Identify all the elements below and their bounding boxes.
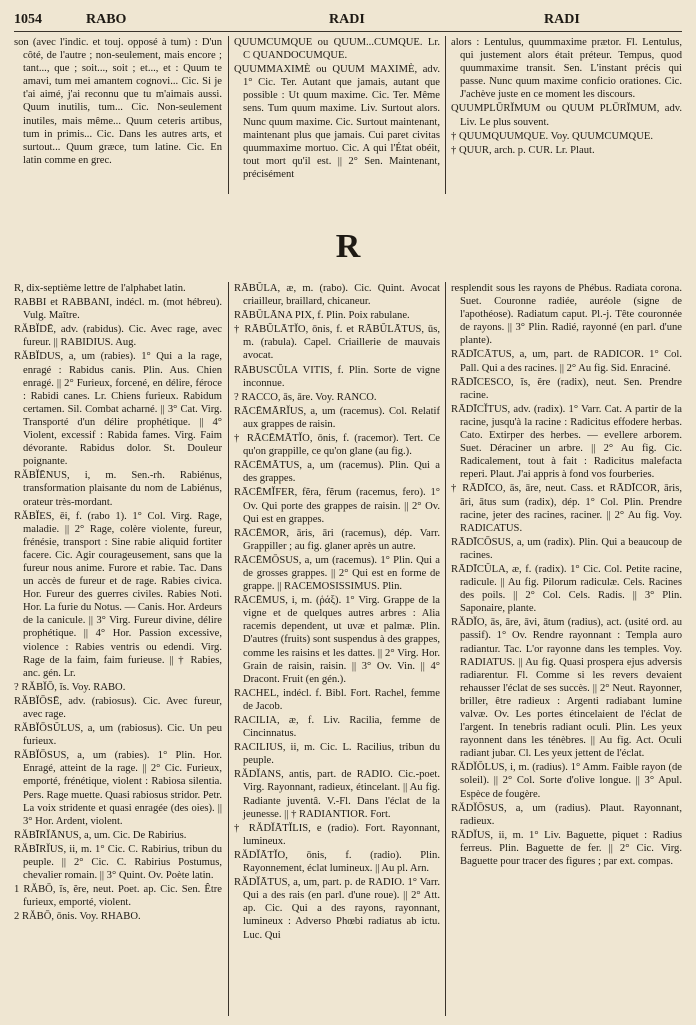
column-rule — [228, 282, 229, 1016]
dictionary-entry: alors : Lentulus, quummaxime prætor. Fl. Lentulus, qui justement alors était préteur. Tempus, quod quummaxime transit. Sen. L'instant précis qui passe. Nunc quum maxime conficio orationes. Cic. J'achève juste en ce moment les discours. — [451, 37, 682, 101]
dictionary-entry: RĂDĬUS, ii, m. 1° Liv. Baguette, piquet : Radius ferreus. Plin. Baguette de fer. || 2° Cic. Virg. Baguette pour tracer des figures ; par ext. compas. — [451, 829, 682, 868]
column-rule — [445, 36, 446, 194]
dictionary-entry: RĂDĬŎLUS, i, m. (radius). 1° Amm. Faible rayon (de soleil). || 2° Col. Sorte d'olive longue. || 3° Apul. Espèce de fougère. — [451, 762, 682, 800]
guide-word-left: RABO — [86, 12, 127, 27]
dictionary-entry: QUUMCUMQUE ou QUUM...CUMQUE. Lr. C QUANDOCUMQUE. — [234, 37, 440, 62]
guide-word-right: RADI — [544, 12, 580, 27]
dictionary-entry: † RĂDĬĀTĬLIS, e (radio). Fort. Rayonnant, lumineux. — [234, 822, 440, 847]
dictionary-entry: RĂBĪRĬĀNUS, a, um. Cic. De Rabirius. — [14, 829, 187, 841]
dictionary-entry: 2 RĂBŌ, ōnis. Voy. RHABO. — [14, 911, 141, 923]
dictionary-entry: resplendit sous les rayons de Phébus. Radiata corona. Suet. Couronne radiée, auréole (signe de l'apothéose). Radiatum caput. Pl.-j. Tête couronnée de rayons. || 3° Plin. Radié, rayonné (en parl. d'une plante). — [451, 283, 682, 347]
dictionary-entry: RĂDĬŌSUS, a, um (radius). Plaut. Rayonnant, radieux. — [451, 802, 682, 827]
dictionary-entry: RACILIA, æ, f. Liv. Racilia, femme de Cincinnatus. — [234, 715, 440, 740]
main-column-1 — [14, 282, 222, 1018]
dictionary-entry: RĀDĪCŬLA, æ, f. (radix). 1° Cic. Col. Petite racine, radicule. || Au fig. Pilorum radiculæ. Cels. Racines des poils. || 2° Col. Cels. Radis. || 3° Plin. Saponaire, plante. — [451, 563, 682, 615]
header-rule — [14, 31, 682, 32]
page-number: 1054 — [14, 12, 42, 27]
dictionary-entry: † QUUR, arch. p. CUR. Lr. Plaut. — [451, 144, 595, 156]
dictionary-entry: RĀBUSCŬLA VITIS, f. Plin. Sorte de vigne inconnue. — [234, 364, 440, 389]
dictionary-entry: RĂBĬŌSUS, a, um (rabies). 1° Plin. Hor. Enragé, atteint de la rage. || 2° Cic. Furieux, emporté, frénétique, violent : Rabiosa silentia. Pers. Rage muette. Quasi rabiosus stridor. Petr. La voix stridente et quasi enragée (des oies). || 3° Hor. Ardent, violent. — [14, 750, 222, 827]
running-header — [14, 12, 682, 32]
dictionary-entry: RĂDĬANS, antis, part. de RADIO. Cic.-poet. Virg. Rayonnant, radieux, étincelant. || Au fig. Radiante juventâ. V.-Fl. Dans l'éclat de la jeunesse. || † RADIANTIOR. Fort. — [234, 769, 440, 820]
dictionary-entry: 1 RĂBŌ, ĭs, ĕre, neut. Poet. ap. Cic. Sen. Être furieux, emporté, violent. — [14, 884, 222, 909]
dictionary-entry: RĀDĪCĀTUS, a, um, part. de RADICOR. 1° Col. Pall. Qui a des racines. || 2° Au fig. Sid. Enraciné. — [451, 349, 682, 374]
dictionary-entry: ? RACCO, ās, āre. Voy. RANCO. — [234, 391, 377, 403]
dictionary-entry: QUUMPLŪRĬMUM ou QUUM PLŪRĬMUM, adv. Liv. Le plus souvent. — [451, 103, 682, 128]
dictionary-entry: RĂDĬĀTUS, a, um, part. p. de RADIO. 1° Varr. Qui a des rais (en parl. d'une roue). || 2° Att. ap. Cic. Qui a des rayons, rayonnant, lumineux : Adverso Phœbi radiatus ab ictu. Luc. Qui — [234, 877, 440, 941]
dictionary-entry: ? RĂBĬŌ, ĭs. Voy. RABO. — [14, 681, 126, 693]
dictionary-entry: RĂBĬŌSĒ, adv. (rabiosus). Cic. Avec fureur, avec rage. — [14, 695, 222, 720]
dictionary-entry: RĂBĬES, ēi, f. (rabo 1). 1° Col. Virg. Rage, maladie. || 2° Rage, colère violente, fureur, frénésie, transport : Sine rabie aliquid fortiter facere. Cic. Agir courageusement, sans que la fureur nous anime. Furore et rabie. Tac. Dans un accès de fureur et de rage. Rabies civica. Hor. Fureur des guerres civiles. Rabies Noti. Hor. La furie du Notus. — Canis. Hor. Ardeurs de la canicule. || 3° Virg. Fureur divine, délire prophétique. || 4° Hor. Passion excessive, violence : Rabies ventris ou edendi. Virg. Rage de la faim, faim furieuse. || † Rabies, anc. gén. Lr. — [14, 510, 222, 679]
top-column-1 — [14, 36, 222, 196]
top-column-3 — [451, 36, 682, 196]
dictionary-entry: QUUMMAXIMÈ ou QUUM MAXIMÈ, adv. 1° Cic. Ter. Autant que jamais, autant que possible : Ut quum maxime. Cic. Ter. Même sens. Tum quum maxime. Liv. Surtout alors. Nunc quum maxime. Cic. Surtout maintenant, maintenant plus que jamais. Cui paret civitas quummaxime mortuo. Cic. A qui l'État obéit, tout mort qu'il est. || 2° Sen. Maintenant, précisément — [234, 64, 440, 180]
dictionary-entry: RĂBĪRĬUS, ii, m. 1° Cic. C. Rabirius, tribun du peuple. || 2° Cic. C. Rabirius Postumus, chevalier romain. || 3° Quint. Ov. Poète latin. — [14, 843, 222, 882]
dictionary-entry: RĀBŬLA, æ, m. (rabo). Cic. Quint. Avocat criailleur, braillard, chicaneur. — [234, 283, 440, 308]
dictionary-entry: RĂDĬĀTĬO, ōnis, f. (radio). Plin. Rayonnement, éclat lumineux. || Au pl. Arn. — [234, 849, 440, 875]
dictionary-entry: RĂDĬO, ās, āre, āvi, ātum (radius), act. (usité ord. au passif). 1° Ov. Rendre rayonnant : Templa auro radiantur. Tac. L'or rayonne dans les temples. Voy. RADIATUS. || Au fig. Quasi prospera ejus adversis radiarentur. Fl. Comme si les revers devaient rehausser l'éclat de ses succès. || 2° Neut. Rayonner, briller, être radieux : Argenti radiabant lumine valvæ. Ov. Les portes étincelaient de l'éclat de l'argent. In tenebris radiant oculi. Plin. Les yeux rayonnent dans les ténèbres. || Au fig. Act. Oculi radiant jubar. Cl. Les yeux jettent de l'éclat. — [451, 617, 682, 760]
dictionary-entry: RĀDĪCĬTUS, adv. (radix). 1° Varr. Cat. A partir de la racine, jusqu'à la racine : Radicitus effodere herbas. Cato. Extirper des herbes. — evellere arborem. Suet. Déraciner un arbre. || 2° Au fig. Cic. Radicalement, tout à fait : Radicitus malefacta reperi. Plaut. J'ai appris à fond vos fourberies. — [451, 403, 682, 481]
dictionary-entry: RĀCĒMOR, āris, āri (racemus), dép. Varr. Grappiller ; au fig. glaner après un autre. — [234, 527, 440, 552]
dictionary-entry: RĀCĒMĬFER, fĕra, fĕrum (racemus, fero). 1° Ov. Qui porte des grappes de raisin. || 2° Ov. Qui est en grappes. — [234, 487, 440, 525]
section-letter: R — [335, 228, 361, 265]
top-column-2 — [234, 36, 440, 196]
dictionary-entry: † RĀDĪCO, ās, āre, neut. Cass. et RĀDĪCOR, āris, āri, ātus sum (radix), dép. 1° Col. Plin. Prendre racine, jeter des racines, raciner. || 2° Au fig. Voy. RADICATUS. — [451, 483, 682, 534]
dictionary-entry: son (avec l'indic. et touj. opposé à tum) : D'un côté, de l'autre ; non-seulement, mais encore ; tant..., que ; soit..., soit ; et..., et : Quum te amavi, tum mei amantem cognovi... Cic. Si je t'ai aimé, j'ai reconnu que tu m'aimais aussi. Quum inutilis, tum... Cic. Non-seulement inutiles, mais même... Quum ceteris artibus, tum in primis... Cic. Dans les autres arts, et surtout... Quum græce, tum latine. Cic. En latin comme en grec. — [14, 37, 222, 166]
dictionary-entry: RACHEL, indécl. f. Bibl. Fort. Rachel, femme de Jacob. — [234, 687, 440, 712]
dictionary-entry: RĀCĒMĀRĬUS, a, um (racemus). Col. Relatif aux grappes de raisin. — [234, 405, 440, 430]
dictionary-entry: R, dix-septième lettre de l'alphabet latin. — [14, 283, 186, 294]
dictionary-entry: RĂBĬDUS, a, um (rabies). 1° Qui a la rage, enragé : Rabidus canis. Plin. Aus. Chien enragé. || 2° Furieux, forcené, en délire, féroce : Rabidi canes. Lr. Chiens furieux. Rabidum certamen. Sil. Combat acharné. || 3° Cat. Virg. Transporté d'un délire prophétique. || 4° Violent, excessif : Rabida fames. Virg. Faim dévorante. Rabidus dolor. St. Douleur poignante. — [14, 351, 222, 468]
column-rule — [228, 36, 229, 194]
dictionary-entry: RĀCĒMĀTUS, a, um (racemus). Plin. Qui a des grappes. — [234, 460, 440, 485]
dictionary-entry: † QUUMQUUMQUE. Voy. QUUMCUMQUE. — [451, 130, 653, 142]
dictionary-entry: RĀDĪCESCO, ĭs, ĕre (radix), neut. Sen. Prendre racine. — [451, 376, 682, 401]
dictionary-entry: RĀCĒMŌSUS, a, um (racemus). 1° Plin. Qui a de grosses grappes. || 2° Qui est en forme de grappe. || RACEMOSISSIMUS. Plin. — [234, 554, 440, 593]
dictionary-entry: RĂBĬŌSŬLUS, a, um (rabiosus). Cic. Un peu furieux. — [14, 723, 222, 748]
dictionary-entry: † RĀBŬLĀTĬO, ōnis, f. et RĀBŬLĀTUS, ūs, m. (rabula). Capel. Criaillerie de mauvais avocat. — [234, 324, 440, 362]
dictionary-entry: RĀDĪCŌSUS, a, um (radix). Plin. Qui a beaucoup de racines. — [451, 536, 682, 561]
dictionary-entry: RĀBŬLĀNA PIX, f. Plin. Poix rabulane. — [234, 310, 410, 322]
dictionary-entry: RĂBĬDĒ, adv. (rabidus). Cic. Avec rage, avec fureur. || RABIDIUS. Aug. — [14, 324, 222, 349]
main-column-3 — [451, 282, 682, 1018]
column-rule — [445, 282, 446, 1016]
dictionary-entry: † RĀCĒMĀTĬO, ōnis, f. (racemor). Tert. Ce qu'on grappille, ce qu'on glane (au fig.). — [234, 433, 440, 458]
dictionary-entry: RABBI et RABBANI, indécl. m. (mot hébreu). Vulg. Maître. — [14, 297, 222, 322]
dictionary-entry: RĂBĬĒNUS, i, m. Sen.-rh. Rabiénus, transformation plaisante du nom de Labiénus, orateur très-mordant. — [14, 470, 222, 508]
guide-word-center: RADI — [329, 12, 365, 27]
main-column-2 — [234, 282, 440, 1018]
dictionary-entry: RACILIUS, ii, m. Cic. L. Racilius, tribun du peuple. — [234, 742, 440, 767]
dictionary-entry: RĀCĒMUS, i, m. (ῥάξ). 1° Virg. Grappe de la vigne et de quelques autres arbres : Alia racemis dependent, ut uvæ et palmæ. Plin. D'autres (fruits) sont suspendus à des grappes, comme les raisins et les dattes. || 2° Virg. Hor. Grain de raisin, raisin. || 3° Ov. Vin. || 4° Dracont. Fruit (en gén.). — [234, 595, 440, 685]
